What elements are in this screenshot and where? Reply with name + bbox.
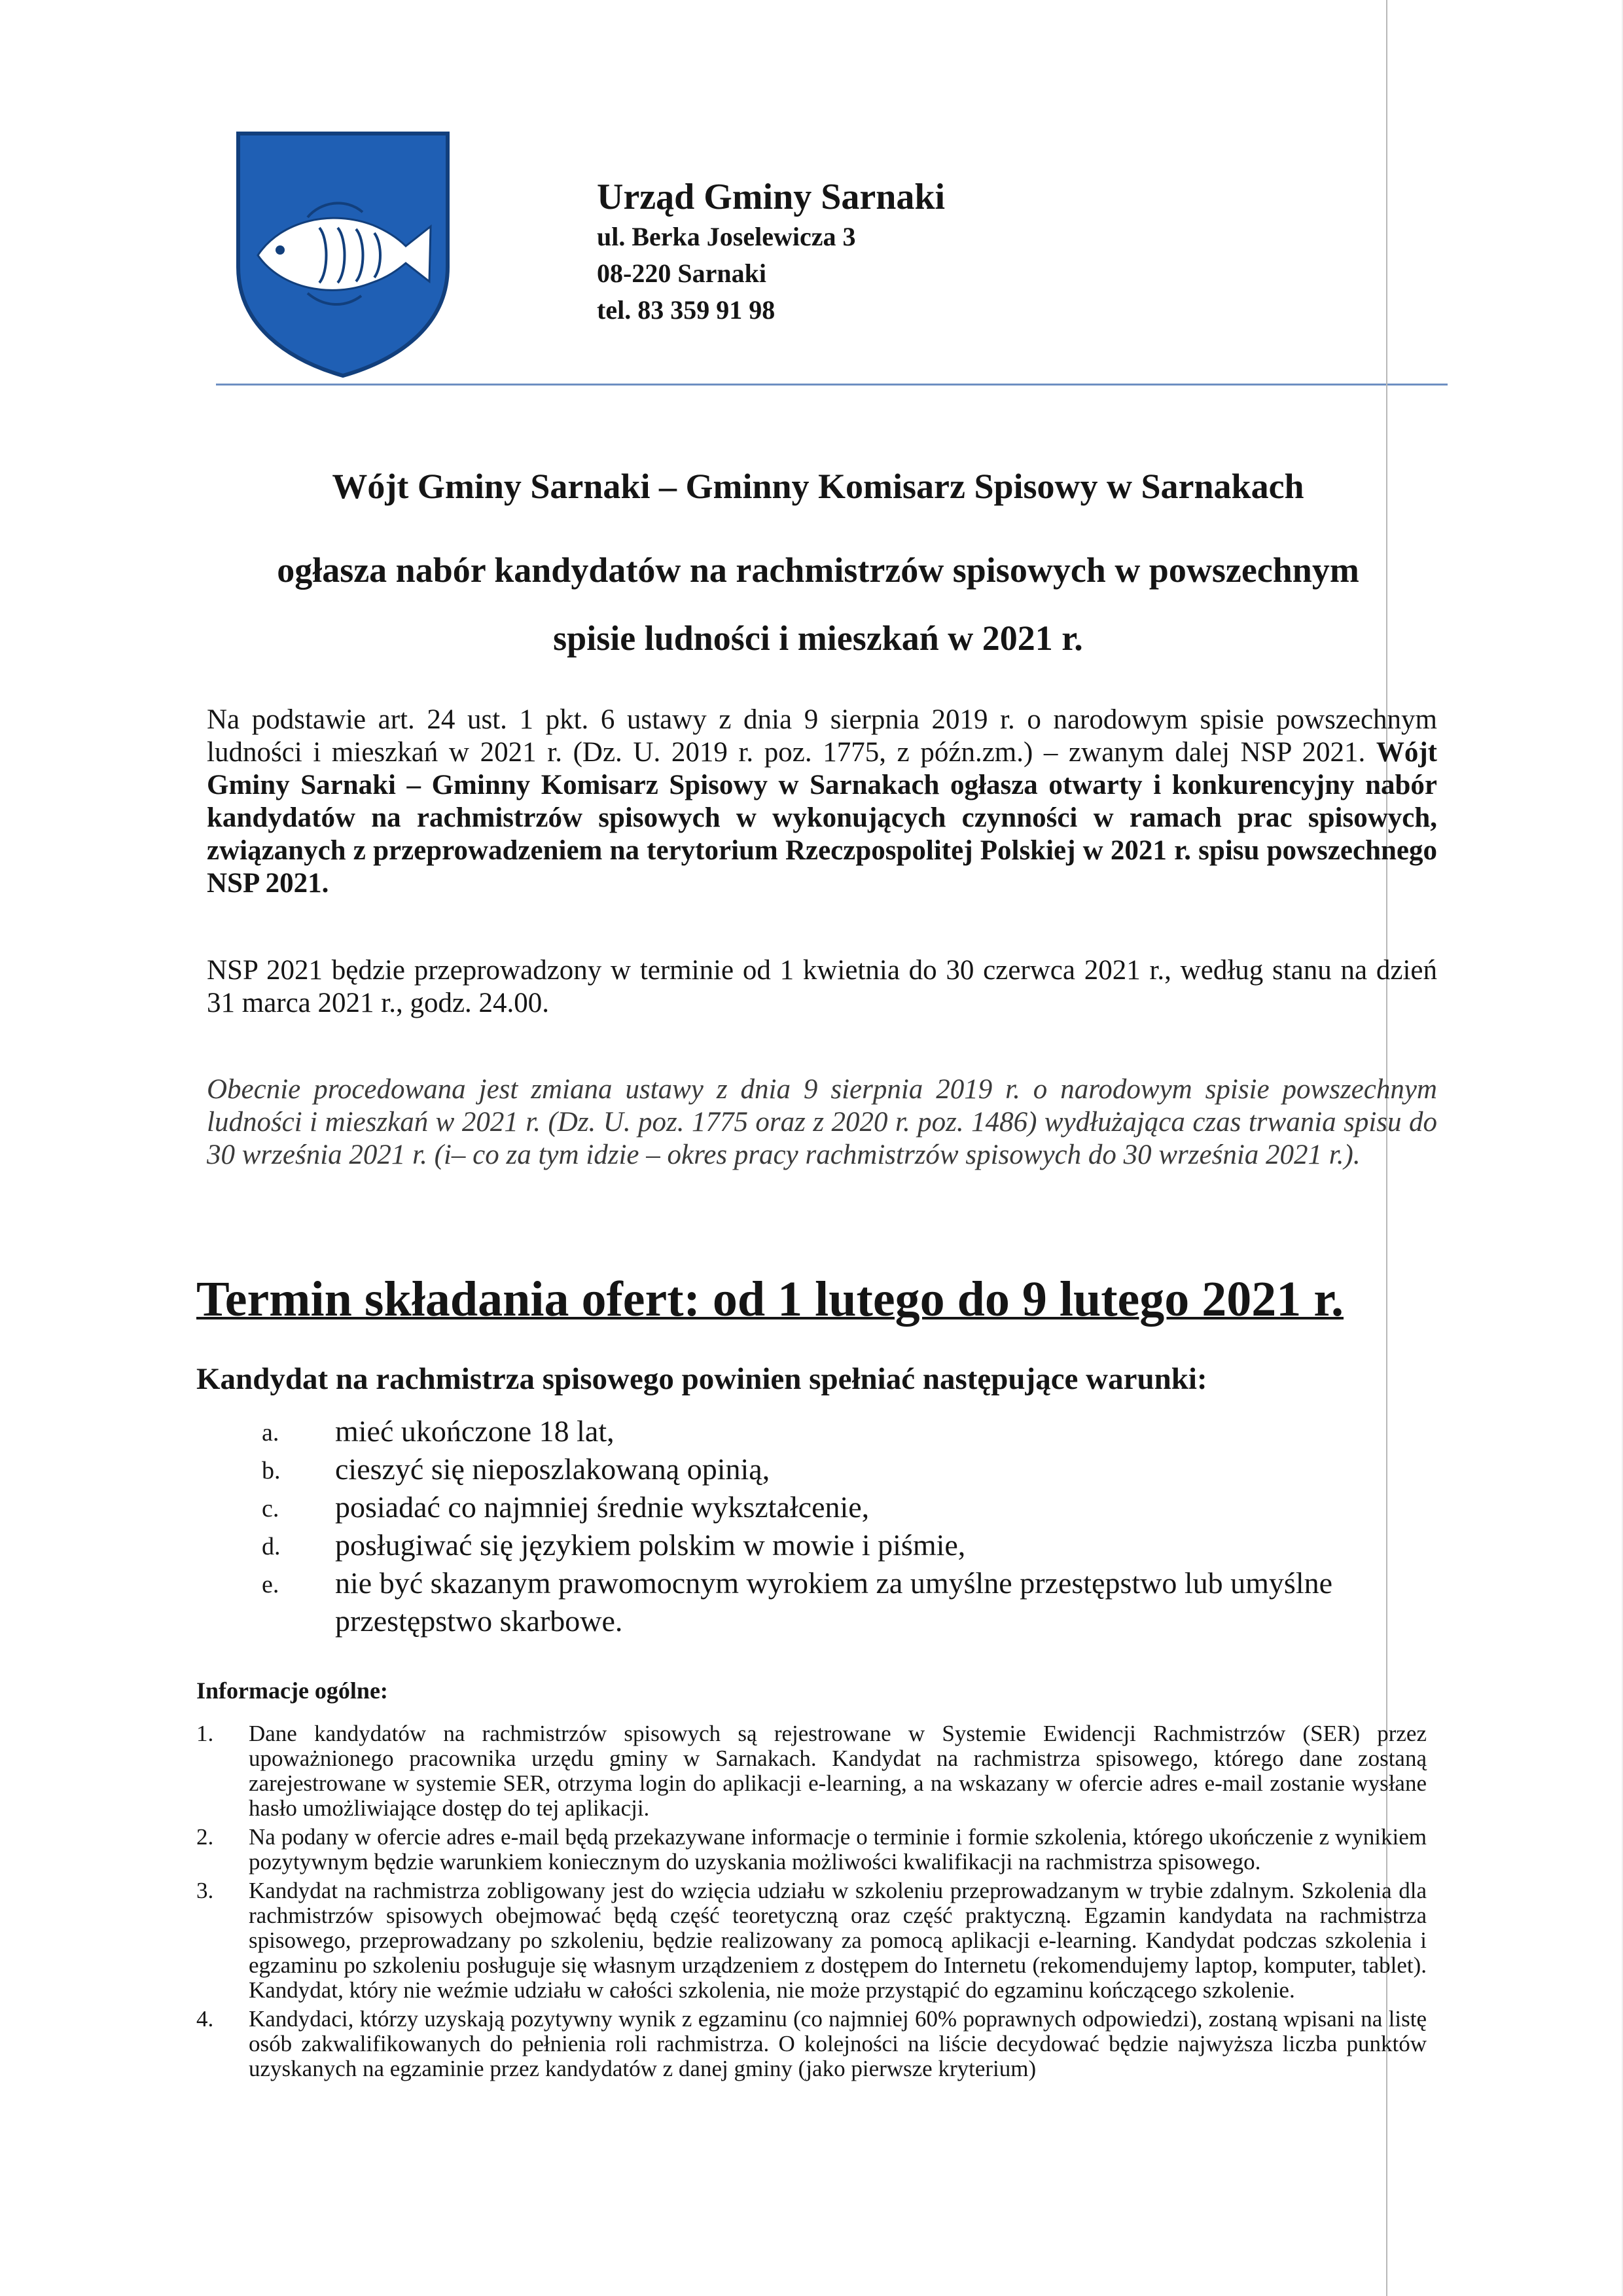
list-item xyxy=(262,1488,1440,1526)
info-text: Kandydat na rachmistrza zobligowany jest do wzięcia udziału w szkoleniu przeprowadzanym w trybie zdalnym. Szkolenia dla rachmistrzów spisowych obejmować będą część teoretyczną oraz część praktyczną. Egzamin kandydata na rachmistrza spisowego, przeprowadzany po szkoleniu, będzie realizowany za pomocą aplikacji e-learning. Kandydat podczas szkolenia i egzaminu po szkoleniu posługuje się własnym urządzeniem z dostępem do Internetu (rekomendujemy laptop, komputer, tablet). Kandydat, który nie weźmie udziału w całości szkolenia, nie może przystąpić do egzaminu kończącego szkolenie. xyxy=(249,1878,1427,2003)
item-number: 3. xyxy=(196,1878,214,1903)
list-item xyxy=(262,1526,1440,1564)
item-number: 1. xyxy=(196,1721,214,1746)
condition-text: posiadać co najmniej średnie wykształcenie, xyxy=(335,1490,870,1524)
announcement-title-line1: Wójt Gminy Sarnaki – Gminny Komisarz Spisowy w Sarnakach xyxy=(332,467,1304,506)
list-item xyxy=(196,1878,1427,2003)
intro-bold-text: Wójt Gminy Sarnaki – Gminny Komisarz Spisowy w Sarnakach ogłasza otwarty i konkurencyjny nabór kandydatów na rachmistrzów spisowych w wykonujących czynności w ramach prac spisowych, związanych z przeprowadzeniem na terytorium Rzeczpospolitej Polskiej w 2021 r. spisu powszechnego NSP 2021. xyxy=(207,737,1437,899)
condition-text: nie być skazanym prawomocnym wyrokiem za umyślne przestępstwo lub umyślne przestępstwo skarbowe. xyxy=(335,1566,1333,1638)
intro-text: Na podstawie art. 24 ust. 1 pkt. 6 ustawy z dnia 9 sierpnia 2019 r. o narodowym spisie powszechnym ludności i mieszkań w 2021 r. (Dz. U. 2019 r. poz. 1775, z późn.zm.) – zwanym dalej NSP 2021. xyxy=(207,704,1437,768)
list-marker: d. xyxy=(262,1533,281,1560)
list-item xyxy=(262,1450,1440,1488)
info-text: Kandydaci, którzy uzyskają pozytywny wynik z egzaminu (co najmniej 60% poprawnych odpowiedzi), zostaną wpisani na listę osób zakwalifikowanych do pełnienia roli rachmistrza. O kolejności na liście decydować będzie najwyższa liczba punktów uzyskanych na egzaminie przez kandydatów z danej gminy (jako pierwsze kryterium) xyxy=(249,2006,1427,2081)
office-address-line2: 08-220 Sarnaki xyxy=(597,259,766,288)
fish-crest-icon xyxy=(234,130,452,378)
announcement-title-line2: ogłasza nabór kandydatów na rachmistrzów spisowych w powszechnym xyxy=(277,550,1359,590)
list-item xyxy=(262,1412,1440,1450)
intro-paragraph xyxy=(207,704,1437,900)
item-number: 4. xyxy=(196,2006,214,2032)
general-info-list xyxy=(196,1721,1427,2085)
office-address-line1: ul. Berka Joselewicza 3 xyxy=(597,222,856,251)
announcement-title-line3: spisie ludności i mieszkań w 2021 r. xyxy=(553,619,1083,658)
office-phone: tel. 83 359 91 98 xyxy=(597,295,776,325)
condition-text: mieć ukończone 18 lat, xyxy=(335,1414,615,1448)
office-header xyxy=(597,175,945,329)
info-text: Dane kandydatów na rachmistrzów spisowych są rejestrowane w Systemie Ewidencji Rachmistrzów (SER) przez upoważnionego pracownika urzędu gminy w Sarnakach. Kandydat na rachmistrza spisowego, którego dane zostaną zarejestrowane w systemie SER, otrzyma login do aplikacji e-learning, a na wskazany w ofercie adres e-mail zostanie wysłane hasło umożliwiające dostęp do tej aplikacji. xyxy=(249,1721,1427,1821)
list-item xyxy=(262,1564,1440,1640)
amendment-notice: Obecnie procedowana jest zmiana ustawy z dnia 9 sierpnia 2019 r. o narodowym spisie powszechnym ludności i mieszkań w 2021 r. (Dz. U. poz. 1775 oraz z 2020 r. poz. 1486) wydłużająca czas trwania spisu do 30 września 2021 r. (i– co za tym idzie – okres pracy rachmistrzów spisowych do 30 września 2021 r.). xyxy=(207,1074,1437,1170)
office-name: Urząd Gminy Sarnaki xyxy=(597,177,946,217)
schedule-paragraph: NSP 2021 będzie przeprowadzony w terminie od 1 kwietnia do 30 czerwca 2021 r., według stanu na dzień 31 marca 2021 r., godz. 24.00. xyxy=(207,955,1437,1018)
conditions-heading: Kandydat na rachmistrza spisowego powinien spełniać następujące warunki: xyxy=(196,1362,1207,1396)
condition-text: cieszyć się nieposzlakowaną opinią, xyxy=(335,1452,770,1486)
list-marker: c. xyxy=(262,1495,279,1522)
conditions-list xyxy=(262,1412,1440,1640)
list-marker: a. xyxy=(262,1419,279,1446)
condition-text: posługiwać się językiem polskim w mowie i piśmie, xyxy=(335,1528,966,1562)
list-item xyxy=(196,1825,1427,1874)
item-number: 2. xyxy=(196,1824,214,1850)
header-divider xyxy=(216,384,1448,386)
list-item xyxy=(196,2007,1427,2081)
general-info-heading: Informacje ogólne: xyxy=(196,1677,388,1704)
list-marker: b. xyxy=(262,1457,281,1484)
offer-deadline: Termin składania ofert: od 1 lutego do 9 lutego 2021 r. xyxy=(196,1272,1344,1327)
info-text: Na podany w ofercie adres e-mail będą przekazywane informacje o terminie i formie szkolenia, którego ukończenie z wynikiem pozytywnym będzie warunkiem koniecznym do uzyskania możliwości kwalifikacji na rachmistrza spisowego. xyxy=(249,1824,1427,1874)
list-marker: e. xyxy=(262,1571,279,1598)
list-item xyxy=(196,1721,1427,1821)
